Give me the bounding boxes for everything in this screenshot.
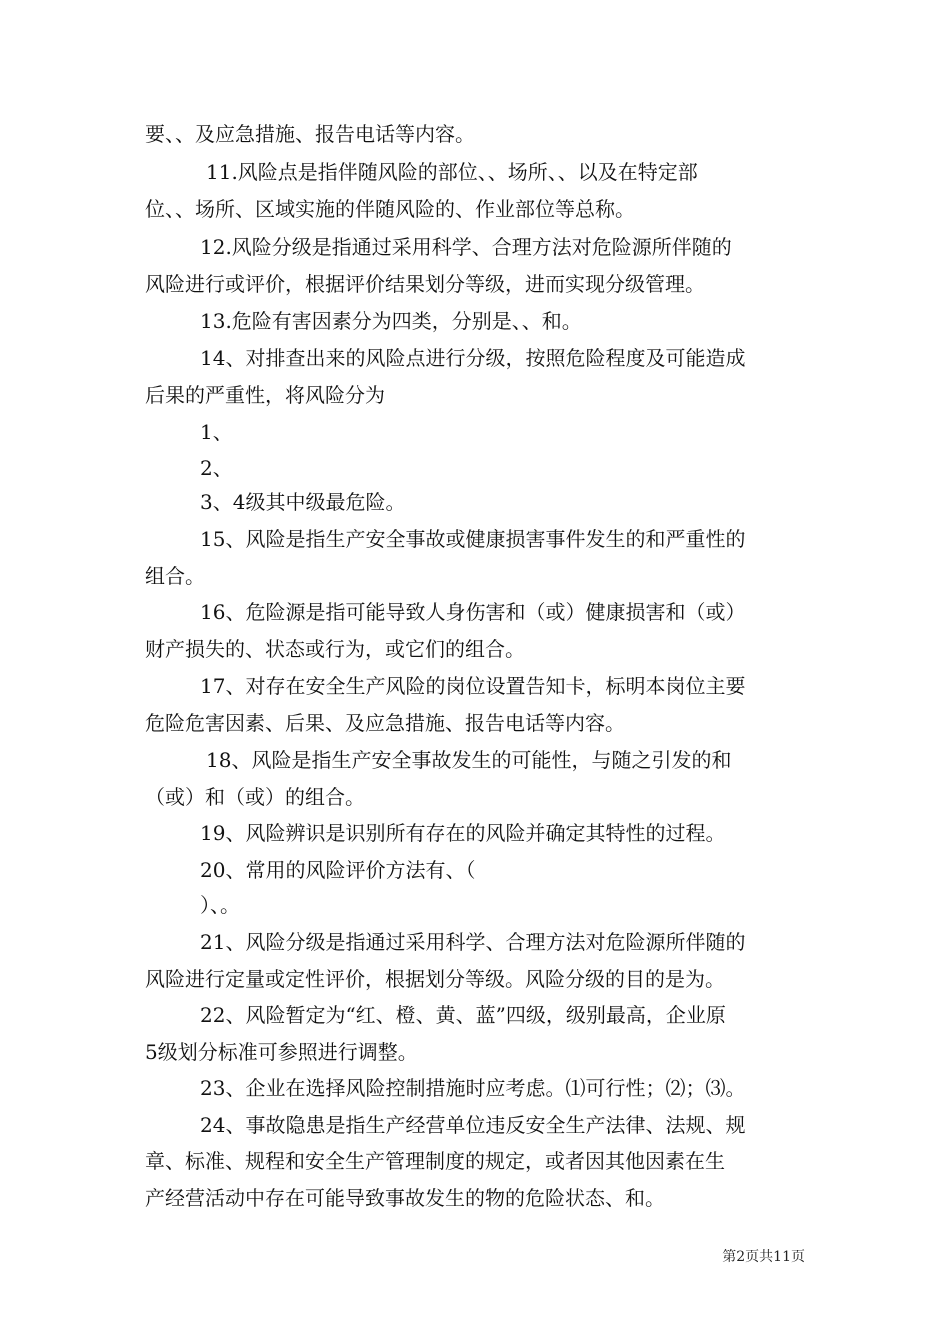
- text-line: 13.危险有害因素分为四类，分别是、、和。: [200, 309, 582, 333]
- text-line: 位、、场所、区域实施的伴随风险的、作业部位等总称。: [145, 197, 635, 221]
- text-line: 1、: [200, 420, 233, 444]
- text-line: 要、、及应急措施、报告电话等内容。: [145, 122, 475, 146]
- text-line: 3、4级其中级最危险。: [200, 490, 406, 514]
- text-line: 22、风险暂定为“红、橙、黄、蓝”四级，级别最高，企业原: [200, 1003, 726, 1027]
- text-line: 章、标准、规程和安全生产管理制度的规定，或者因其他因素在生: [145, 1149, 725, 1173]
- text-line: （或）和（或）的组合。: [145, 785, 365, 809]
- text-line: 17、对存在安全生产风险的岗位设置告知卡，标明本岗位主要: [200, 674, 746, 698]
- text-line: 风险进行或评价，根据评价结果划分等级，进而实现分级管理。: [145, 272, 705, 296]
- text-line: 组合。: [145, 564, 205, 588]
- text-line: 24、事故隐患是指生产经营单位违反安全生产法律、法规、规: [200, 1113, 746, 1137]
- text-line: 危险危害因素、后果、及应急措施、报告电话等内容。: [145, 711, 625, 735]
- text-line: 产经营活动中存在可能导致事故发生的物的危险状态、和。: [145, 1186, 665, 1210]
- text-line: 15、风险是指生产安全事故或健康损害事件发生的和严重性的: [200, 527, 746, 551]
- text-line: 23、企业在选择风险控制措施时应考虑。⑴可行性；⑵；⑶。: [200, 1076, 746, 1100]
- text-line: 21、风险分级是指通过采用科学、合理方法对危险源所伴随的: [200, 930, 746, 954]
- text-line: 财产损失的、状态或行为，或它们的组合。: [145, 637, 525, 661]
- text-line: 19、风险辨识是识别所有存在的风险并确定其特性的过程。: [200, 821, 726, 845]
- text-line: 18、风险是指生产安全事故发生的可能性，与随之引发的和: [206, 748, 732, 772]
- page-number: 第2页共11页: [722, 1249, 805, 1265]
- text-line: 11.风险点是指伴随风险的部位、、场所、、以及在特定部: [206, 160, 698, 184]
- text-line: 5级划分标准可参照进行调整。: [145, 1040, 418, 1064]
- text-line: 2、: [200, 456, 233, 480]
- text-line: 14、对排查出来的风险点进行分级，按照危险程度及可能造成: [200, 346, 746, 370]
- text-line: 20、常用的风险评价方法有、（: [200, 858, 476, 882]
- text-line: 风险进行定量或定性评价，根据划分等级。风险分级的目的是为。: [145, 967, 725, 991]
- text-line: ）、。: [200, 893, 240, 917]
- text-line: 16、危险源是指可能导致人身伤害和（或）健康损害和（或）: [200, 600, 746, 624]
- text-line: 后果的严重性，将风险分为: [145, 383, 385, 407]
- text-line: 12.风险分级是指通过采用科学、合理方法对危险源所伴随的: [200, 235, 732, 259]
